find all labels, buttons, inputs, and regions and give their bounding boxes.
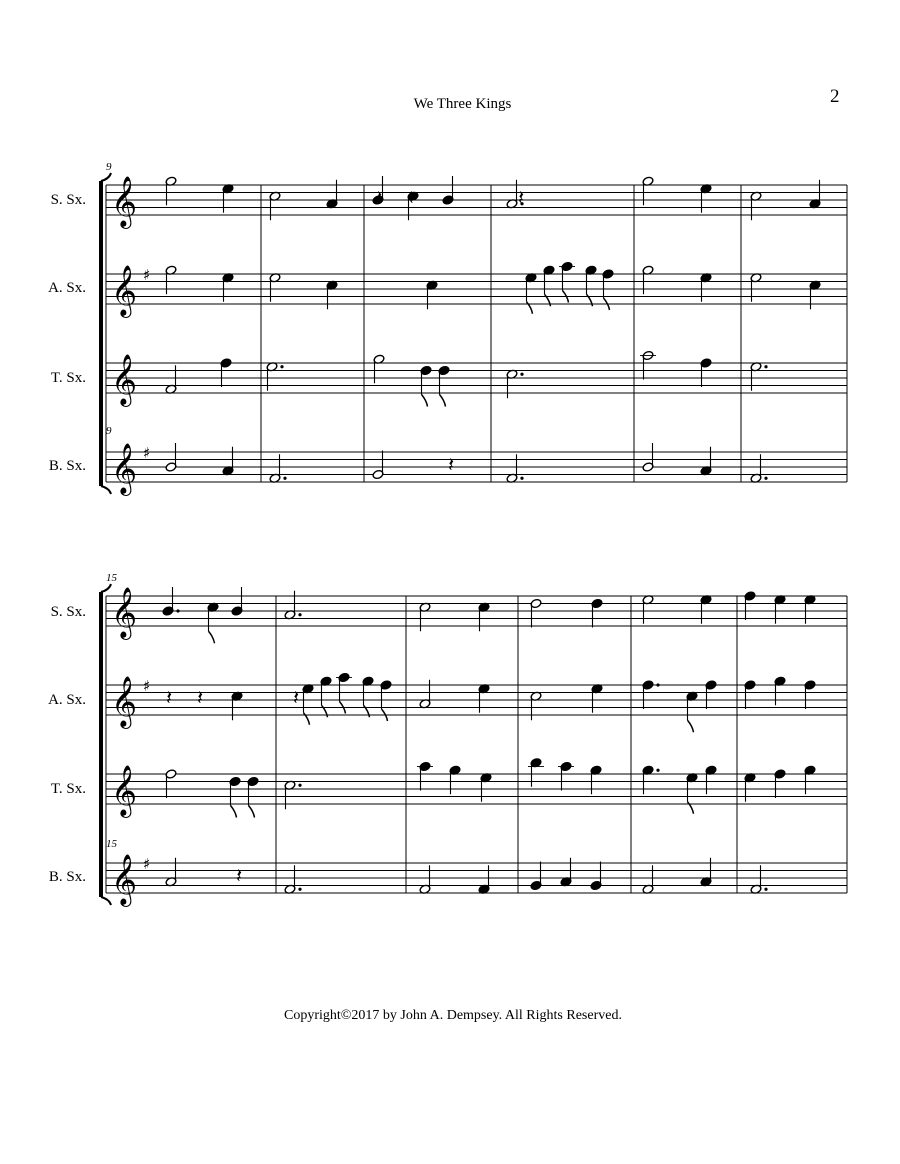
staff-label-soprano-sax: S. Sx. xyxy=(50,604,86,620)
sharp-icon: ♯ xyxy=(143,444,151,462)
quarter-rest-icon: 𝄽 xyxy=(518,185,525,210)
flag xyxy=(209,631,215,643)
sharp-icon: ♯ xyxy=(143,677,151,695)
measure-number: 15 xyxy=(106,572,117,584)
dot xyxy=(298,613,301,616)
flag xyxy=(688,720,694,732)
staff xyxy=(106,176,847,229)
treble-clef-icon: 𝄞 xyxy=(111,176,138,227)
staff-label-soprano-sax: S. Sx. xyxy=(50,192,86,208)
staff xyxy=(106,350,847,407)
dot xyxy=(656,683,659,686)
staff xyxy=(106,758,847,818)
flag xyxy=(440,395,446,407)
score-system-1-graphics xyxy=(101,173,847,496)
measure-number: 9 xyxy=(106,161,112,173)
dot xyxy=(764,477,767,480)
flag xyxy=(422,395,428,407)
bracket-hook xyxy=(101,486,111,494)
page-number: 2 xyxy=(830,86,840,107)
staff xyxy=(106,672,847,732)
staff xyxy=(106,443,847,496)
treble-clef-icon: 𝄞 xyxy=(111,354,138,405)
measure-number: 15 xyxy=(106,838,117,850)
dot xyxy=(520,373,523,376)
staff-label-baritone-sax: B. Sx. xyxy=(48,869,86,885)
sharp-icon: ♯ xyxy=(143,266,151,284)
bracket-hook xyxy=(101,584,111,592)
treble-clef-icon: 𝄞 xyxy=(111,854,138,905)
staff-label-baritone-sax: B. Sx. xyxy=(48,458,86,474)
dot xyxy=(298,784,301,787)
quarter-rest-icon: 𝄽 xyxy=(197,685,204,710)
staff xyxy=(106,587,847,643)
dot xyxy=(656,769,659,772)
dot xyxy=(176,609,179,612)
treble-clef-icon: 𝄞 xyxy=(111,676,138,727)
measure-number: 9 xyxy=(106,425,112,437)
dot xyxy=(283,477,286,480)
copyright-notice: Copyright©2017 by John A. Dempsey. All Rights Reserved. xyxy=(284,1008,622,1023)
dot xyxy=(298,888,301,891)
flag xyxy=(231,806,237,818)
treble-clef-icon: 𝄞 xyxy=(111,587,138,638)
treble-clef-icon: 𝄞 xyxy=(111,443,138,494)
staff-label-tenor-sax: T. Sx. xyxy=(50,781,86,797)
quarter-rest-icon: 𝄽 xyxy=(236,863,243,888)
staff xyxy=(106,854,847,907)
quarter-rest-icon: 𝄽 xyxy=(448,452,455,477)
bracket-hook xyxy=(101,897,111,905)
quarter-rest-icon: 𝄽 xyxy=(293,685,300,710)
dot xyxy=(520,477,523,480)
quarter-rest-icon: 𝄽 xyxy=(409,185,416,210)
staff-label-alto-sax: A. Sx. xyxy=(48,692,86,708)
dot xyxy=(764,365,767,368)
sharp-icon: ♯ xyxy=(143,855,151,873)
dot xyxy=(280,365,283,368)
score-system-2-graphics xyxy=(101,584,847,907)
bracket-hook xyxy=(101,173,111,181)
treble-clef-icon: 𝄞 xyxy=(111,265,138,316)
staff-label-alto-sax: A. Sx. xyxy=(48,280,86,296)
piece-title: We Three Kings xyxy=(413,96,512,112)
staff xyxy=(106,261,847,318)
treble-clef-icon: 𝄞 xyxy=(111,765,138,816)
quarter-rest-icon: 𝄽 xyxy=(376,185,383,210)
staff-label-tenor-sax: T. Sx. xyxy=(50,370,86,386)
quarter-rest-icon: 𝄽 xyxy=(166,685,173,710)
dot xyxy=(764,888,767,891)
flag xyxy=(249,806,255,818)
